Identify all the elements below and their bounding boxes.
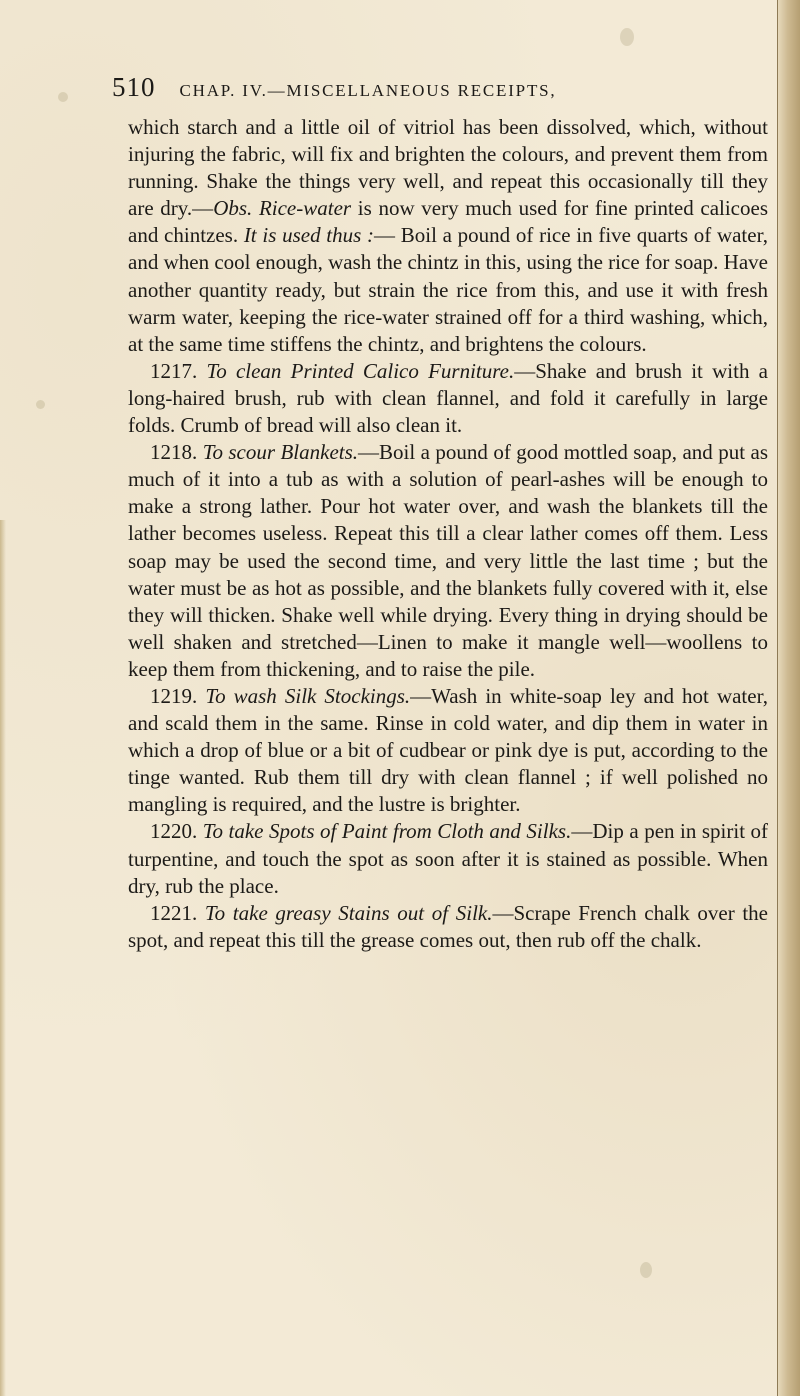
paragraph-text: — Boil a pound of rice in five quarts of water, and when cool enough, wash the chintz in this, using the rice for soap. Have another quantity ready, but strain the rice from this, and use it with fresh warm water, keeping the rice-water strained off for a third washing, which, at the same time stiffens the chintz, and brightens the colours. [128,223,768,356]
italic-note: Obs. [213,196,253,221]
receipt-entry [128,439,768,683]
italic-term: Rice-water [258,196,352,221]
receipt-body: —Scrape French chalk over the spot, and repeat this till the grease comes out, then rub off the chalk. [128,900,768,952]
paragraph-text: is now very much used for fine printed calicoes and chintzes. [128,196,768,248]
receipt-number: 1218. [150,440,198,465]
paragraph-text: which starch and a little oil of vitriol has been dissolved, which, without injuring the fabric, will fix and brighten the colours, and prevent them from running. Shake the things very well, and repeat this occasionally till they are dry.— [128,115,768,221]
receipt-entry [128,818,768,899]
receipt-entry [128,358,768,439]
receipt-body: —Dip a pen in spirit of turpentine, and touch the spot as soon after it is stained as possible. When dry, rub the place. [128,819,769,898]
foxing-spot [640,1262,652,1278]
running-head [112,72,556,103]
foxing-spot [58,92,68,102]
receipt-number: 1221. [150,900,198,925]
receipt-heading: To wash Silk Stockings. [205,683,411,708]
receipt-number: 1220. [150,819,198,844]
receipt-heading: To take Spots of Paint from Cloth and Silks. [202,819,572,844]
receipt-body: —Wash in white-soap ley and hot water, and scald them in the same. Rinse in cold water, and dip them in water in which a drop of blue or a bit of cudbear or pink dye is put, according to the tinge wanted. Rub them till dry with clean flannel ; if well polished no mangling is required, and the lustre is brighter. [128,683,768,817]
receipt-entry [128,683,768,818]
running-title: CHAP. IV.—MISCELLANEOUS RECEIPTS, [179,81,557,100]
continuation-paragraph [128,114,768,358]
page-edge-shadow [0,520,6,1396]
receipt-body: —Boil a pound of good mottled soap, and put as much of it into a tub as with a solution of pearl-ashes will be enough to make a strong lather. Pour hot water over, and wash the blankets till the lather becomes useless. Repeat this till a clear lather comes off them. Less soap may be used the second time, and very little the last time ; but the water must be as hot as possible, and the blankets fully covered with it, else they will thicken. Shake well while drying. Every thing in drying should be well shaken and stretched—Linen to make it mangle well—woollens to keep them from thickening, and to raise the pile. [128,440,769,681]
receipt-heading: To scour Blankets. [202,440,359,465]
receipt-heading: To clean Printed Calico Furniture. [206,358,515,383]
receipt-body: —Shake and brush it with a long-haired brush, rub with clean flannel, and fold it carefully in large folds. Crumb of bread will also clean it. [128,358,768,438]
receipt-number: 1217. [150,358,198,383]
receipt-number: 1219. [150,683,198,708]
body-text [128,114,768,954]
italic-phrase: It is used thus : [243,223,375,248]
page-number: 510 [112,72,156,102]
foxing-spot [36,400,45,409]
foxing-spot [620,28,634,46]
paragraph-text [252,196,259,220]
receipt-heading: To take greasy Stains out of Silk. [204,900,493,925]
receipt-entry [128,900,768,954]
book-spine-edge [777,0,800,1396]
